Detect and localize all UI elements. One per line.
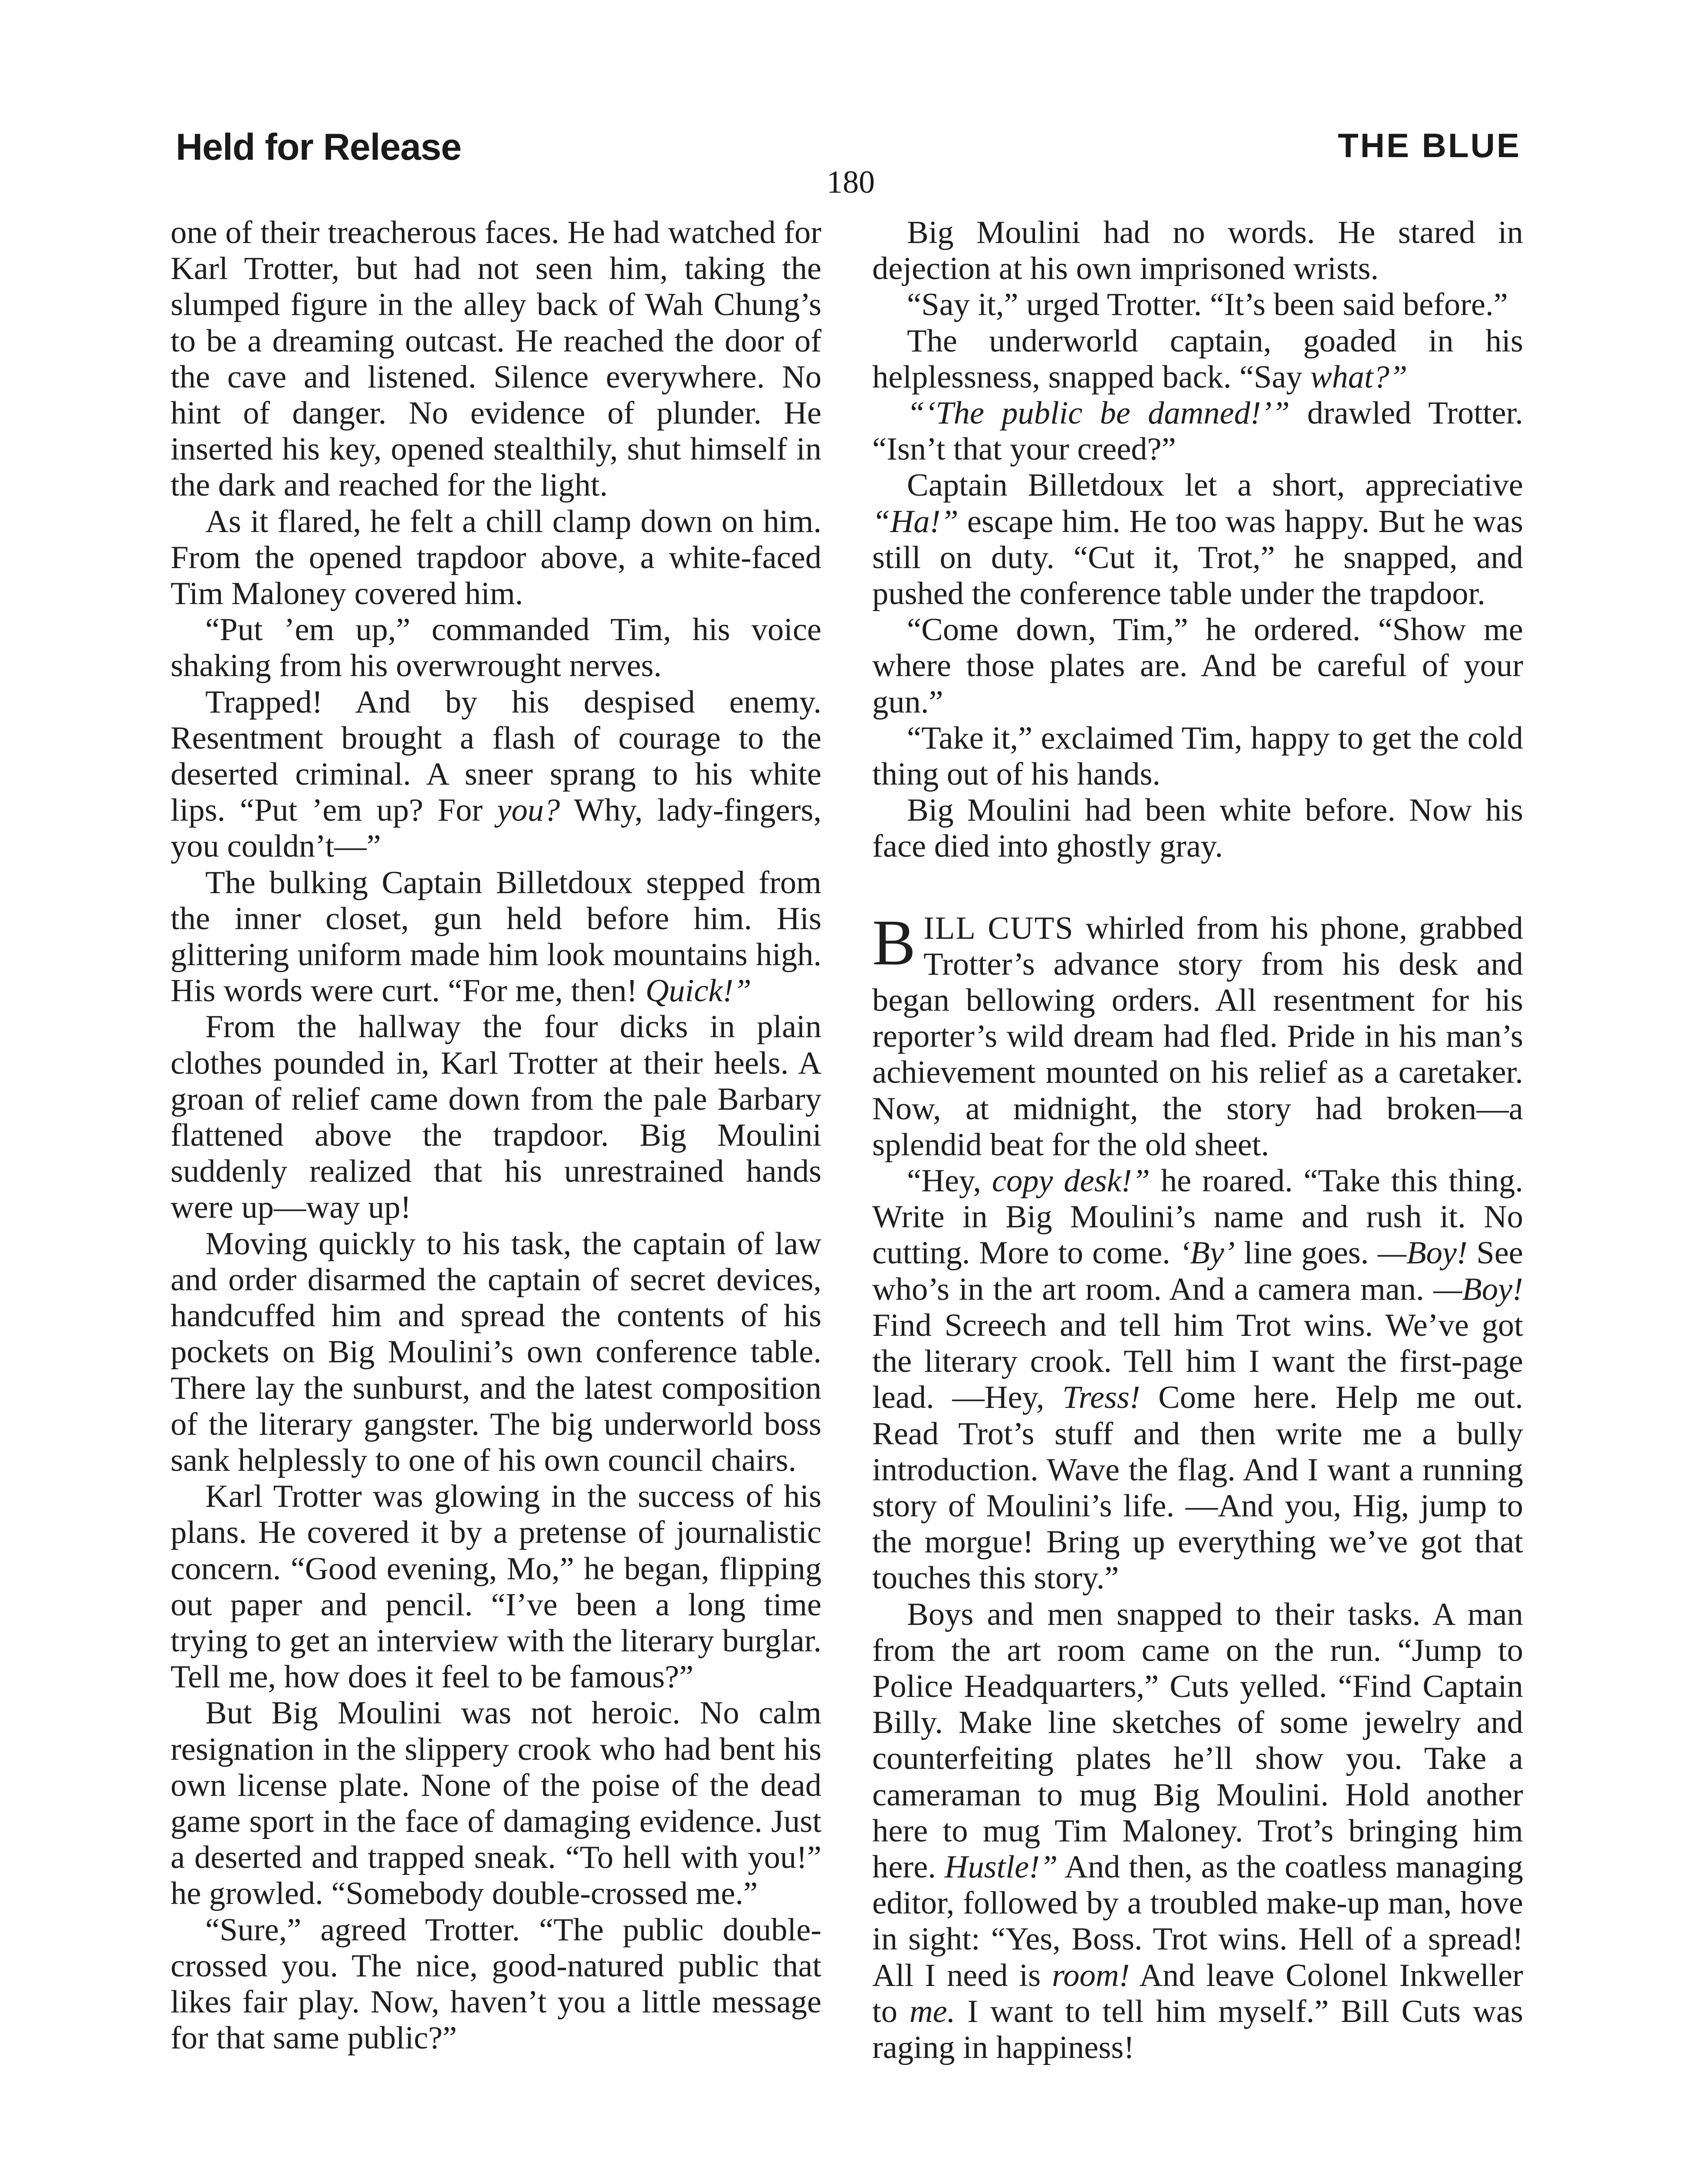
italic-text: copy desk!” [992, 1163, 1150, 1199]
paragraph [171, 865, 821, 1009]
paragraph: “Say it,” urged Trotter. “It’s been said before.” [907, 287, 1508, 323]
paragraph: “Sure,” agreed Trotter. “The public double-crossed you. The nice, good-natured public that likes fair play. Now, haven’t you a little message for that same public?” [171, 1912, 821, 2056]
text-run: “Hey, [907, 1163, 992, 1199]
drop-cap: B [872, 906, 916, 979]
text-run: The bulking Captain Billetdoux stepped from the inner closet, gun held before him. His glittering uniform made him look mountains high. His words were curt. “For me, then! [171, 865, 821, 1009]
magazine-title: THE BLUE [1338, 126, 1521, 164]
section-title: Held for Release [176, 126, 461, 168]
text-run: See who’s in the art room. And a camera man. [872, 1235, 1524, 1307]
text-run: And leave Colonel Inkweller to [872, 1957, 1523, 2029]
small-caps-text: ILL CUTS [923, 910, 1074, 946]
text-run: line goes. [1235, 1235, 1378, 1271]
text-run: Come here. Help me out. Read Trot’s stuff and then write me a bully introduction. Wave the flag. And I want a running story of Moulini’s life. —And you, Hig, jump to the morgue! Bring up everything we’ve got that touches this story.” [872, 1380, 1523, 1596]
italic-text: “‘The public be damned!’” [907, 395, 1290, 431]
paragraph [872, 1163, 1523, 1596]
text-run: I want to tell him myself.” Bill Cuts was raging in happiness! [872, 1993, 1523, 2065]
right-column [872, 215, 1523, 2066]
text-run: whirled from his phone, grabbed Trotter’s advance story from his desk and began bellowing orders. All resentment for his reporter’s wild dream had fled. Pride in his man’s achievement mounted on his relief as a caretaker. Now, at midnight, the story had broken—a splendid beat for the old sheet. [872, 910, 1523, 1163]
italic-text: what?” [1310, 359, 1408, 395]
text-run: Captain Billetdoux let a short, appreciative [907, 467, 1523, 503]
italic-text: —Boy! [1377, 1235, 1468, 1271]
paragraph: But Big Moulini was not heroic. No calm resignation in the slippery crook who had bent his own license plate. None of the poise of the dead game sport in the face of damaging evidence. Just a deserted and trapped sneak. “To hell with you!” he growled. “Somebody double-crossed me.” [171, 1695, 821, 1912]
paragraph [171, 684, 821, 865]
paragraph [872, 467, 1523, 612]
italic-text: —Boy! [1433, 1271, 1523, 1307]
paragraph: “Come down, Tim,” he ordered. “Show me where those plates are. And be careful of your gun.” [872, 612, 1523, 720]
paragraph: “Take it,” exclaimed Tim, happy to get the cold thing out of his hands. [872, 720, 1523, 792]
text-run: drawled Trotter. “Isn’t that your creed?” [872, 395, 1523, 467]
italic-text: you? [497, 792, 560, 829]
paragraph: one of their treacherous faces. He had watched for Karl Trotter, but had not seen him, taking the slumped figure in the alley back of Wah Chung’s to be a dreaming outcast. He reached the door of the cave and listened. Silence everywhere. No hint of danger. No evidence of plunder. He inserted his key, opened stealthily, shut himself in the dark and reached for the light. [171, 215, 821, 503]
text-run: escape him. He too was happy. But he was still on duty. “Cut it, Trot,” he snapped, and pushed the conference table under the trapdoor. [872, 503, 1523, 612]
paragraph: Moving quickly to his task, the captain of law and order disarmed the captain of secret devices, handcuffed him and spread the contents of his pockets on Big Moulini’s own conference table. There lay the sunburst, and the latest composition of the literary gangster. The big underworld boss sank helplessly to one of his own council chairs. [171, 1226, 821, 1478]
left-column [171, 215, 821, 2056]
italic-text: room! [1052, 1957, 1130, 1993]
paragraph: Big Moulini had been white before. Now his face died into ghostly gray. [872, 792, 1523, 865]
text-run: Find Screech and tell him Trot wins. We’ve got the literary crook. Tell him I want the first-page lead. —Hey, [872, 1307, 1523, 1416]
paragraph [872, 395, 1523, 467]
text-run: And then, as the coatless managing editor, followed by a troubled make-up man, hove in sight: “Yes, Boss. Trot wins. Hell of a spread! All I need is [872, 1849, 1523, 1993]
text-run: he roared. “Take this thing. Write in Big Moulini’s name and rush it. No cutting. More to come. [872, 1163, 1523, 1271]
paragraph: As it flared, he felt a chill clamp down on him. From the opened trapdoor above, a white-faced Tim Maloney covered him. [171, 503, 821, 612]
paragraph: From the hallway the four dicks in plain clothes pounded in, Karl Trotter at their heels. A groan of relief came down from the pale Barbary flattened above the trapdoor. Big Moulini suddenly realized that his unrestrained hands were up—way up! [171, 1009, 821, 1226]
italic-text: Hustle!” [944, 1849, 1058, 1885]
paragraph: Karl Trotter was glowing in the success of his plans. He covered it by a pretense of journalistic concern. “Good evening, Mo,” he began, flipping out paper and pencil. “I’ve been a long time trying to get an interview with the literary burglar. Tell me, how does it feel to be famous?” [171, 1479, 821, 1695]
paragraph: “Put ’em up,” commanded Tim, his voice shaking from his overwrought nerves. [171, 612, 821, 684]
text-run: Boys and men snapped to their tasks. A man from the art room came on the run. “Jump to Police Headquarters,” Cuts yelled. “Find Captain Billy. Make line sketches of some jewelry and counterfeiting plates he’ll show you. Take a cameraman to mug Big Moulini. Hold another here to mug Tim Maloney. Trot’s bringing him here. [872, 1596, 1523, 1885]
italic-text: “Ha!” [872, 503, 959, 539]
text-run: Why, lady-fingers, you couldn’t—” [171, 792, 821, 865]
italic-text: Tress! [1062, 1380, 1140, 1416]
text-run: Trapped! And by his despised enemy. Resentment brought a flash of courage to the deserted criminal. A sneer sprang to his white lips. “Put ’em up? For [171, 684, 821, 829]
paragraph [872, 323, 1523, 395]
page-number: 180 [827, 164, 875, 200]
italic-text: ‘By’ [1179, 1235, 1235, 1271]
italic-text: Quick!” [645, 973, 752, 1009]
text-run: The underworld captain, goaded in his helplessness, snapped back. “Say [872, 323, 1523, 395]
section-opening-paragraph [872, 906, 1523, 1163]
italic-text: me. [909, 1993, 956, 2029]
paragraph: Big Moulini had no words. He stared in dejection at his own imprisoned wrists. [872, 215, 1523, 287]
paragraph [872, 1597, 1523, 2066]
